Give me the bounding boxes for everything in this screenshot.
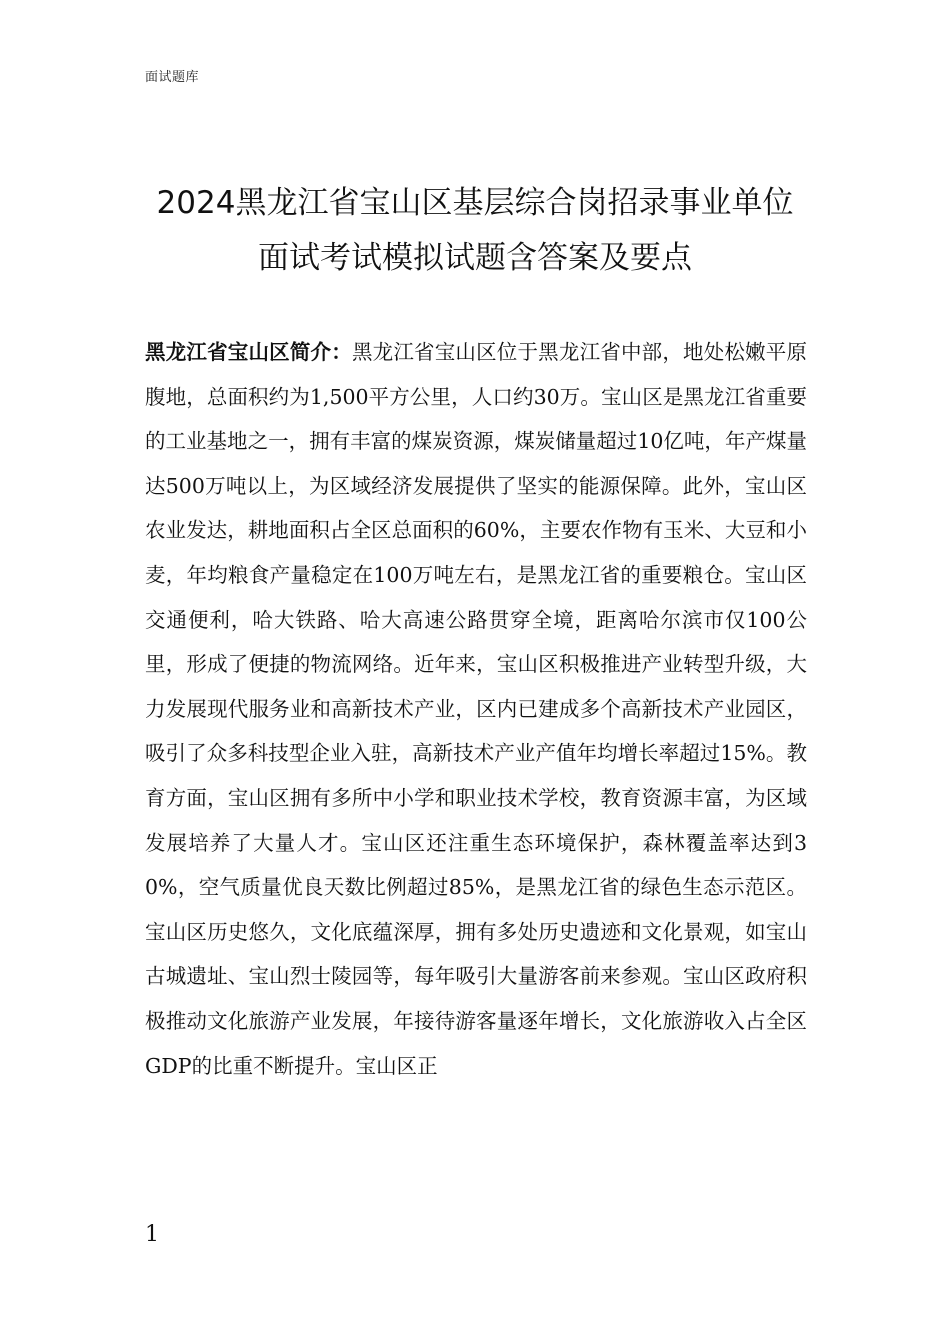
- title-line-1: 2024黑龙江省宝山区基层综合岗招录事业单位: [156, 185, 794, 221]
- intro-paragraph: [145, 330, 807, 1088]
- intro-label: 黑龙江省宝山区简介：: [145, 340, 352, 364]
- header-label: 面试题库: [145, 70, 200, 85]
- title-line-2: 面试考试模拟试题含答案及要点: [258, 240, 692, 276]
- intro-text: 黑龙江省宝山区位于黑龙江省中部，地处松嫩平原腹地，总面积约为1,500平方公里，人口约30万。宝山区是黑龙江省重要的工业基地之一，拥有丰富的煤炭资源，煤炭储量超过10亿吨，年产煤量达500万吨以上，为区域经济发展提供了坚实的能源保障。此外，宝山区农业发达，耕地面积占全区总面积的60%，主要农作物有玉米、大豆和小麦，年均粮食产量稳定在100万吨左右，是黑龙江省的重要粮仓。宝山区交通便利，哈大铁路、哈大高速公路贯穿全境，距离哈尔滨市仅100公里，形成了便捷的物流网络。近年来，宝山区积极推进产业转型升级，大力发展现代服务业和高新技术产业，区内已建成多个高新技术产业园区，吸引了众多科技型企业入驻，高新技术产业产值年均增长率超过15%。教育方面，宝山区拥有多所中小学和职业技术学校，教育资源丰富，为区域发展培养了大量人才。宝山区还注重生态环境保护，森林覆盖率达到30%，空气质量优良天数比例超过85%，是黑龙江省的绿色生态示范区。宝山区历史悠久，文化底蕴深厚，拥有多处历史遗迹和文化景观，如宝山古城遗址、宝山烈士陵园等，每年吸引大量游客前来参观。宝山区政府积极推动文化旅游产业发展，年接待游客量逐年增长，文化旅游收入占全区GDP的比重不断提升。宝山区正: [145, 340, 808, 1078]
- page-number: 1: [145, 1222, 159, 1247]
- document-title: [110, 176, 840, 286]
